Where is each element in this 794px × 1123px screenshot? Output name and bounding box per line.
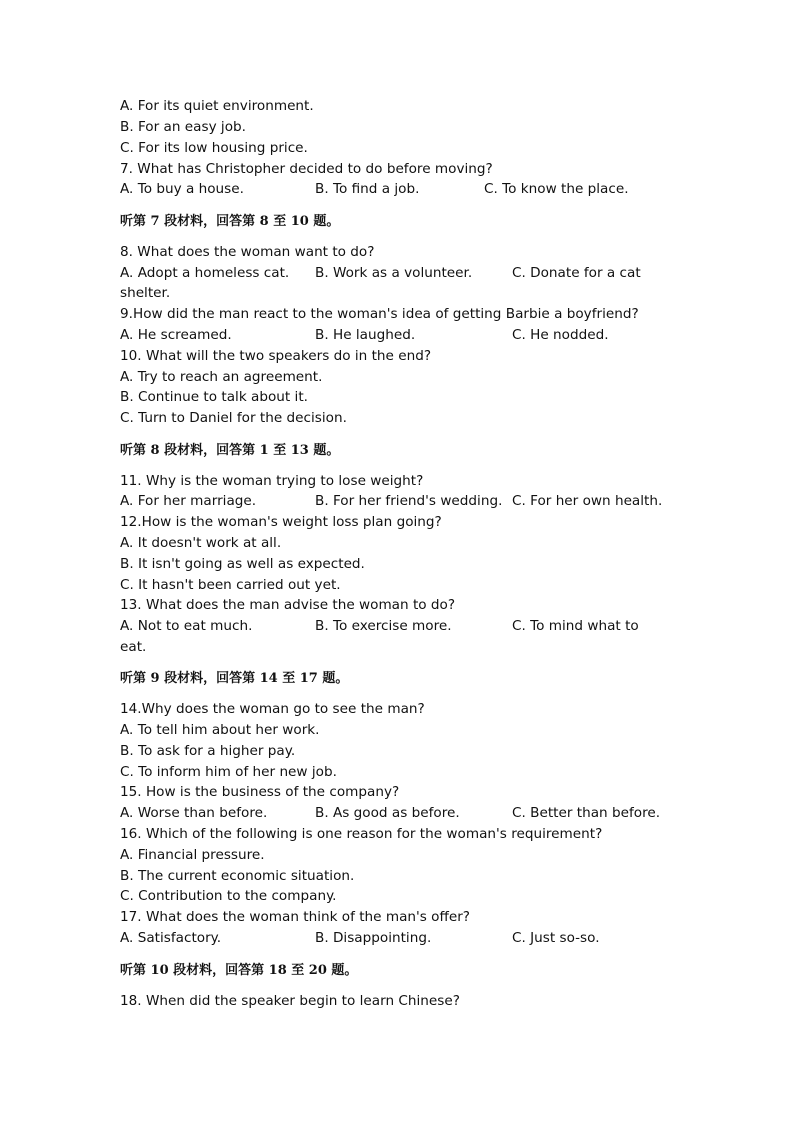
option-line: B. For an easy job. <box>120 119 246 135</box>
section-heading-8: 听第 8 段材料，回答第 1 至 13 题。 <box>120 443 340 458</box>
option-c: C. Donate for a cat <box>512 265 641 281</box>
option-a: A. Adopt a homeless cat. <box>120 265 290 281</box>
question-11: 11. Why is the woman trying to lose weight? <box>120 473 424 489</box>
option-b: B. To exercise more. <box>315 618 452 634</box>
question-14: 14.Why does the woman go to see the man? <box>120 701 425 717</box>
option-line: A. For its quiet environment. <box>120 98 314 114</box>
option-c: C. For her own health. <box>512 493 663 509</box>
option-a: A. To tell him about her work. <box>120 722 320 738</box>
question-17: 17. What does the woman think of the man's offer? <box>120 909 471 925</box>
section-heading-9: 听第 9 段材料，回答第 14 至 17 题。 <box>120 671 349 686</box>
question-8: 8. What does the woman want to do? <box>120 244 375 260</box>
option-a: A. It doesn't work at all. <box>120 535 282 551</box>
option-b: B. Disappointing. <box>315 930 432 946</box>
option-a: A. Try to reach an agreement. <box>120 369 323 385</box>
option-c: C. Just so-so. <box>512 930 600 946</box>
option-line: C. For its low housing price. <box>120 140 308 156</box>
option-b: B. Work as a volunteer. <box>315 265 473 281</box>
option-c: C. To know the place. <box>484 181 629 197</box>
option-b: B. To find a job. <box>315 181 420 197</box>
option-a: A. Not to eat much. <box>120 618 253 634</box>
option-b: B. Continue to talk about it. <box>120 389 308 405</box>
section-heading-7: 听第 7 段材料，回答第 8 至 10 题。 <box>120 214 340 229</box>
option-b: B. To ask for a higher pay. <box>120 743 296 759</box>
option-b: B. The current economic situation. <box>120 868 355 884</box>
question-13: 13. What does the man advise the woman to do? <box>120 597 456 613</box>
option-a: A. Satisfactory. <box>120 930 222 946</box>
option-c-continued: shelter. <box>120 285 171 301</box>
option-c-continued: eat. <box>120 639 147 655</box>
question-7: 7. What has Christopher decided to do before moving? <box>120 161 493 177</box>
option-b: B. As good as before. <box>315 805 460 821</box>
question-9: 9.How did the man react to the woman's idea of getting Barbie a boyfriend? <box>120 306 639 322</box>
option-c: C. It hasn't been carried out yet. <box>120 577 341 593</box>
section-heading-10: 听第 10 段材料，回答第 18 至 20 题。 <box>120 963 358 978</box>
option-c: C. Contribution to the company. <box>120 888 337 904</box>
option-c: C. He nodded. <box>512 327 609 343</box>
question-16: 16. Which of the following is one reason for the woman's requirement? <box>120 826 603 842</box>
option-a: A. For her marriage. <box>120 493 257 509</box>
option-b: B. For her friend's wedding. <box>315 493 503 509</box>
option-a: A. Worse than before. <box>120 805 268 821</box>
question-15: 15. How is the business of the company? <box>120 784 400 800</box>
option-c: C. To mind what to <box>512 618 639 634</box>
option-c: C. Better than before. <box>512 805 661 821</box>
question-12: 12.How is the woman's weight loss plan going? <box>120 514 442 530</box>
question-18: 18. When did the speaker begin to learn Chinese? <box>120 993 460 1009</box>
option-c: C. To inform him of her new job. <box>120 764 337 780</box>
option-a: A. To buy a house. <box>120 181 244 197</box>
question-10: 10. What will the two speakers do in the end? <box>120 348 432 364</box>
option-b: B. It isn't going as well as expected. <box>120 556 365 572</box>
option-a: A. Financial pressure. <box>120 847 265 863</box>
option-b: B. He laughed. <box>315 327 416 343</box>
option-c: C. Turn to Daniel for the decision. <box>120 410 347 426</box>
option-a: A. He screamed. <box>120 327 232 343</box>
